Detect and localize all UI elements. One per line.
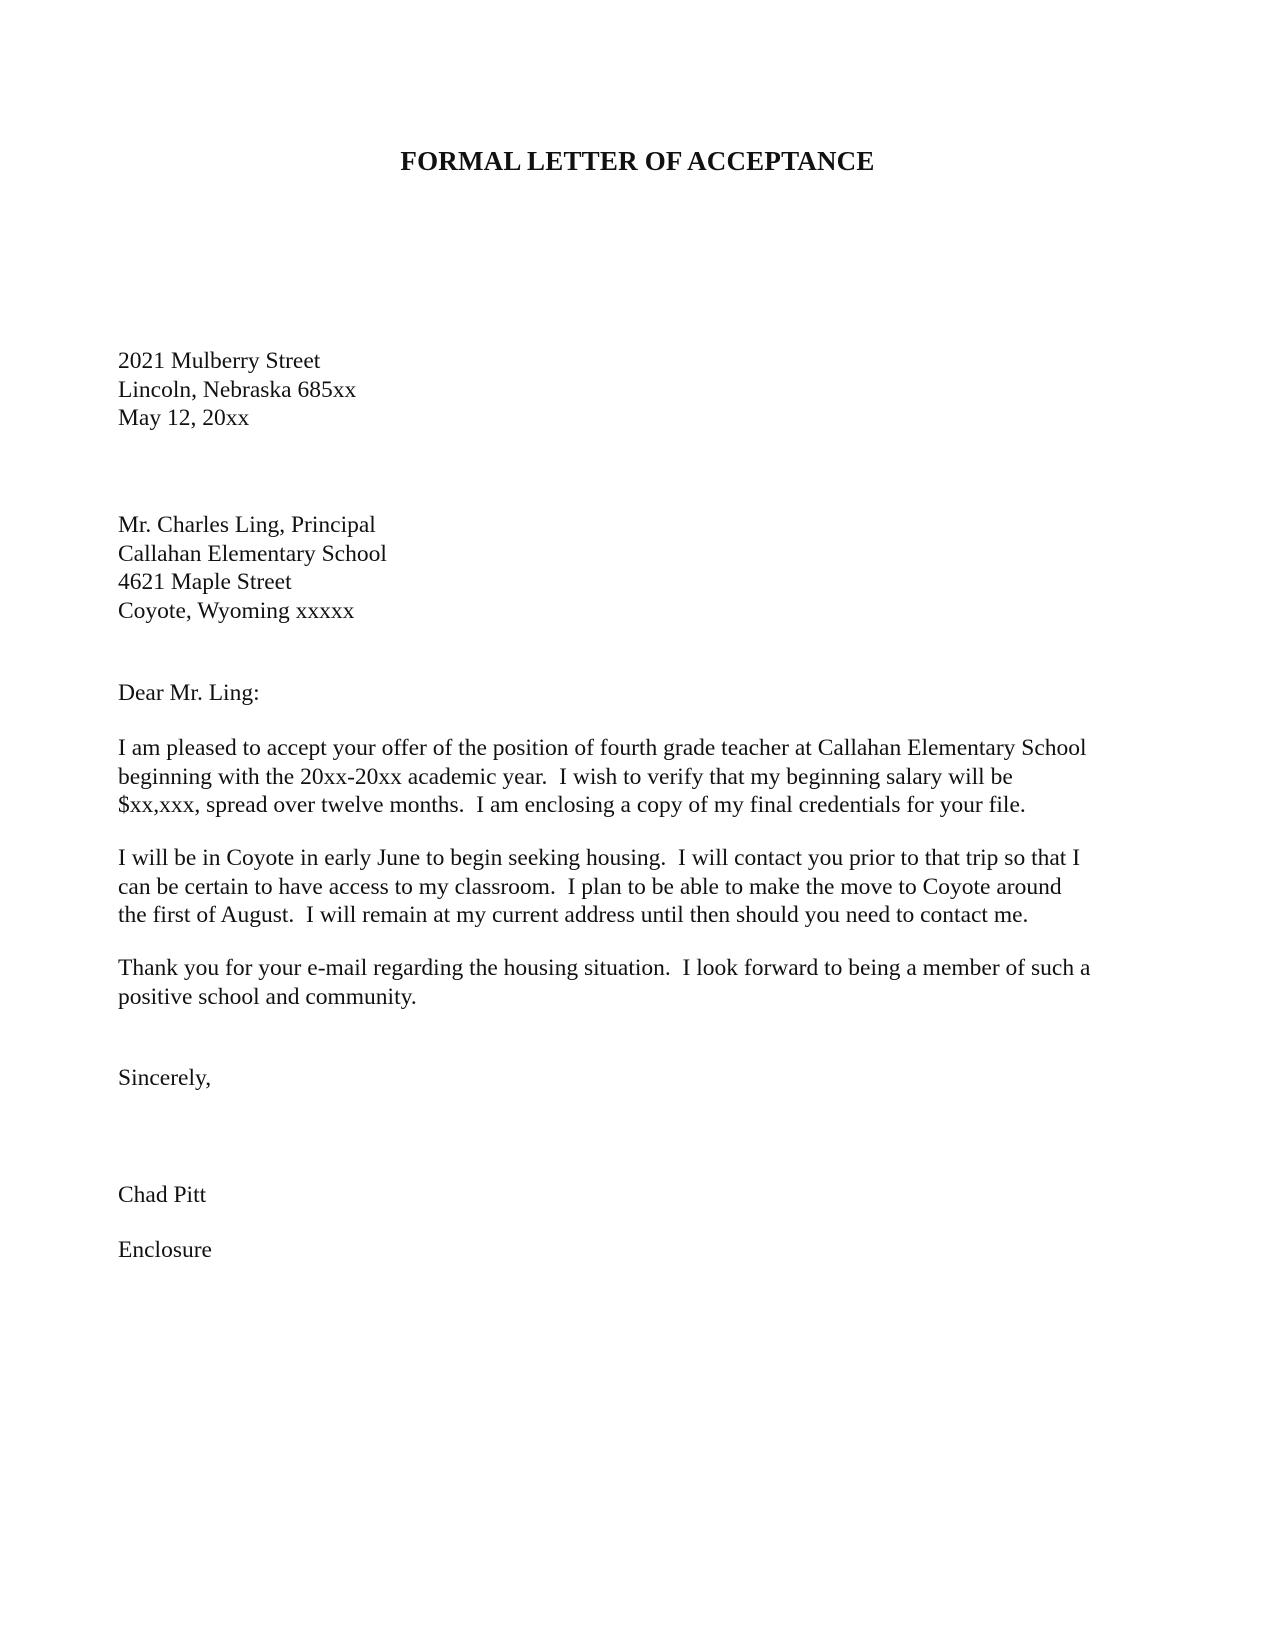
sender-street: 2021 Mulberry Street xyxy=(118,348,321,374)
paragraph-line: I will be in Coyote in early June to begin seeking housing. I will contact you prior to that trip so that I xyxy=(118,845,1081,871)
recipient-street: 4621 Maple Street xyxy=(118,569,292,595)
sender-address xyxy=(118,347,1168,433)
salutation: Dear Mr. Ling: xyxy=(118,680,260,706)
paragraph-line: Thank you for your e-mail regarding the housing situation. I look forward to being a member of such a xyxy=(118,955,1091,981)
closing: Sincerely, xyxy=(118,1065,212,1091)
paragraph-line: can be certain to have access to my classroom. I plan to be able to make the move to Coyote around xyxy=(118,873,1062,900)
signature-name: Chad Pitt xyxy=(118,1182,207,1208)
body-paragraph-3 xyxy=(118,954,1168,1011)
paragraph-line: the first of August. I will remain at my current address until then should you need to contact me. xyxy=(118,902,1029,928)
page-title: FORMAL LETTER OF ACCEPTANCE xyxy=(400,146,875,176)
recipient-address xyxy=(118,511,1168,625)
enclosure-note: Enclosure xyxy=(118,1237,212,1263)
paragraph-line: positive school and community. xyxy=(118,983,417,1010)
paragraph-line: $xx,xxx, spread over twelve months. I am enclosing a copy of my final credentials for your file. xyxy=(118,792,1026,818)
letter-date: May 12, 20xx xyxy=(118,405,250,431)
recipient-organization: Callahan Elementary School xyxy=(118,540,387,567)
recipient-city: Coyote, Wyoming xxxxx xyxy=(118,597,355,624)
paragraph-line: I am pleased to accept your offer of the position of fourth grade teacher at Callahan Elementary School xyxy=(118,735,1087,761)
sender-city: Lincoln, Nebraska 685xx xyxy=(118,376,357,403)
body-paragraph-1 xyxy=(118,734,1168,820)
body-paragraph-2 xyxy=(118,844,1168,930)
paragraph-line: beginning with the 20xx-20xx academic year. I wish to verify that my beginning salary will be xyxy=(118,763,1013,790)
recipient-name: Mr. Charles Ling, Principal xyxy=(118,512,376,538)
